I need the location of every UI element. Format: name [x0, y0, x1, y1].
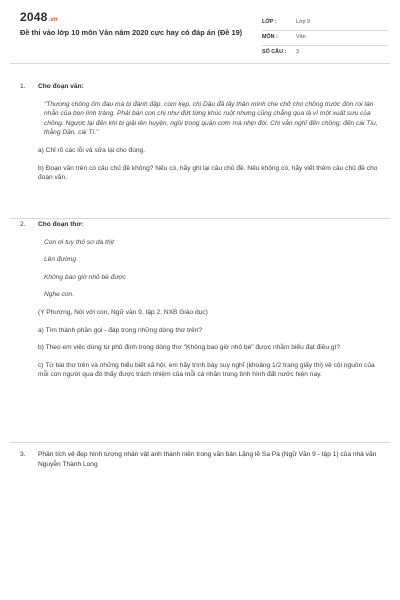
question-divider	[10, 218, 390, 219]
question-heading: Cho đoạn văn:	[38, 83, 84, 90]
meta-label: LỚP :	[262, 19, 277, 25]
question-3	[20, 450, 378, 469]
sub-question-a: a) Chỉ rõ các lỗi và sửa lại cho đúng.	[38, 146, 146, 154]
question-number: 3.	[20, 451, 26, 458]
question-body	[38, 220, 378, 380]
question-number: 1.	[20, 83, 26, 90]
meta-value: Lớp 9	[296, 19, 311, 25]
meta-row-question-count	[262, 46, 388, 60]
question-number: 2.	[20, 221, 26, 228]
logo-suffix: .vn	[48, 17, 58, 23]
question-1	[20, 82, 378, 183]
site-logo[interactable]	[20, 10, 58, 24]
meta-row-grade	[262, 16, 388, 31]
poem-line: Không bao giờ nhỏ bé được	[44, 273, 126, 281]
question-2	[20, 220, 378, 380]
meta-label: SỐ CÂU :	[262, 49, 287, 55]
question-text: Phân tích vẻ đẹp hình tượng nhân vật anh thanh niên trong văn bản Lặng lẽ Sa Pa (Ngữ Văn 9 - tập 1) của nhà văn Nguyễn Thành Long	[38, 451, 377, 468]
poem-line: Lên đường	[44, 256, 76, 264]
logo-main: 2048	[20, 10, 48, 24]
sub-question-b: b) Đoạn văn trên có câu chủ đề không? Nếu có, hãy ghi lại câu chủ đề. Nếu không có, hãy viết thêm câu chủ đề cho đoạn văn.	[38, 164, 378, 182]
meta-value: 3	[296, 49, 299, 55]
header	[10, 6, 390, 62]
meta-row-subject	[262, 31, 388, 46]
sub-question-b: b) Theo em việc dùng từ phủ định trong dòng thơ "Không bao giờ nhỏ bé" được nhằm biểu đạt điều gì?	[38, 344, 341, 352]
question-heading: Cho đoạn thơ:	[38, 221, 84, 228]
sub-question-a: a) Tìm thành phần gọi - đáp trong những dòng thơ trên?	[38, 326, 203, 334]
poem-line: Nghe con.	[44, 291, 75, 299]
exam-title: Đề thi vào lớp 10 môn Văn năm 2020 cực hay có đáp án (Đề 19)	[20, 28, 243, 37]
poem-source: (Y Phương, Nói với con, Ngữ văn 9, tập 2, NXB Giáo dục)	[38, 308, 208, 316]
header-divider	[10, 63, 390, 64]
question-divider	[10, 442, 390, 443]
exam-meta-table	[262, 16, 388, 60]
quoted-passage: "Thương chồng ốm đau mà bị đánh đập, cùm kẹp, chị Dậu đã lấy thân mình che chở cho chồng trước đòn roi tàn nhẫn của bọn lính tráng. Phải bán con chị như đứt từng khúc ruột nhưng cũng chẳng qua là vì một xuất sưu của chồng. Ngược lại đến khi bị giải lên huyện, ngồi trong quán cơm mà nhịn đói. Chị vẫn nghĩ đến chồng, đến cái Tíu, thằng Dần, cái Tí."	[44, 100, 378, 137]
sub-question-c: c) Từ bài thơ trên và những hiểu biết xã hội, em hãy trình bày suy nghĩ (khoảng 1/2 trang giấy thi) về cội nguồn của mỗi con người qua đó thấy được trách nhiệm của mỗi cá nhân trong tình hình đất nước hiện nay.	[38, 361, 375, 379]
poem-line: Con ơi tuy thô sơ da thịt	[44, 238, 114, 246]
meta-value: Văn	[296, 34, 306, 40]
meta-label: MÔN :	[262, 34, 278, 40]
question-body	[38, 82, 378, 183]
question-body	[38, 450, 378, 469]
